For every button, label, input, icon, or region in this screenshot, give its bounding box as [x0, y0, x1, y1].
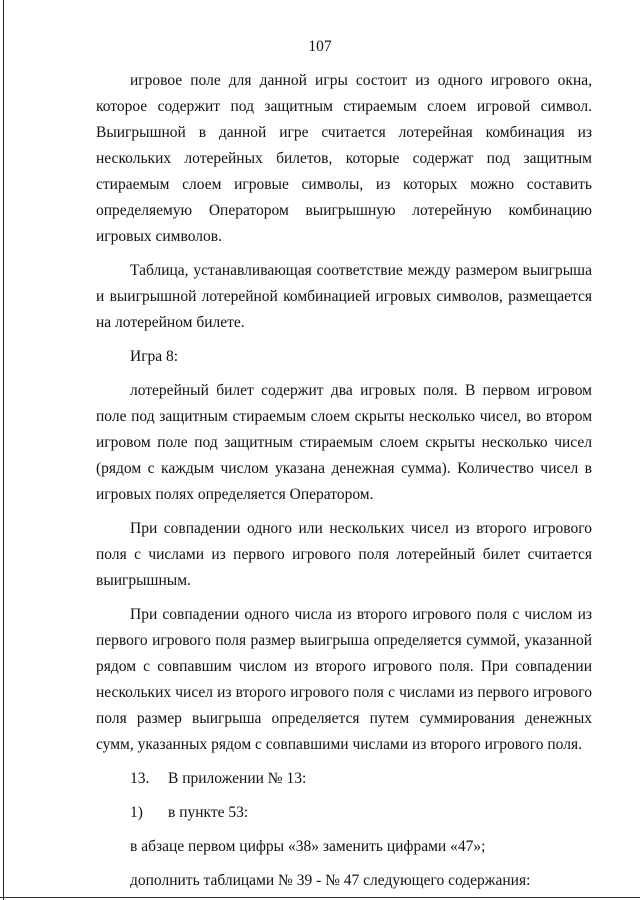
- list-item-13: [96, 766, 592, 792]
- paragraph-add-tables: дополнить таблицами № 39 - № 47 следующего содержания:: [130, 872, 531, 889]
- list-item-1: [96, 800, 592, 826]
- paragraph-replace-digits: в абзаце первом цифры «38» заменить цифрами «47»;: [130, 838, 486, 855]
- paragraph-prize-table: Таблица, устанавливающая соответствие между размером выигрыша и выигрышной лотерейной комбинацией игровых символов, размещается на лотерейном билете.: [96, 262, 592, 331]
- paragraph-game-8-description: лотерейный билет содержит два игровых поля. В первом игровом поле под защитным стираемым слоем скрыты несколько чисел, во втором игровом поле под защитным стираемым слоем скрыты несколько чисел (рядом с каждым числом указана денежная сумма). Количество чисел в игровых полях определяется Оператором.: [96, 382, 592, 503]
- heading-game-8: Игра 8:: [130, 348, 179, 365]
- paragraph-matching-numbers: При совпадении одного или нескольких чисел из второго игрового поля с числами из первого игрового поля лотерейный билет считается выигрышным.: [96, 520, 592, 589]
- scan-edge-bottom: [0, 897, 640, 898]
- scan-edge-left: [3, 0, 4, 900]
- paragraph-game-field-description: игровое поле для данной игры состоит из одного игрового окна, которое содержит под защитным стираемым слоем игровой символ. Выигрышной в данной игре считается лотерейная комбинация из нескольких лотерейных билетов, которые содержат под защитным стираемым слоем игровые символы, из которых можно составить определяемую Оператором выигрышную лотерейную комбинацию игровых символов.: [96, 72, 592, 245]
- list-item-number: 1): [130, 804, 143, 821]
- paragraph-prize-amount: При совпадении одного числа из второго игрового поля с числом из первого игрового поля размер выигрыша определяется суммой, указанной рядом с совпавшим числом из второго игрового поля. При совпадении нескольких чисел из второго игрового поля с числами из первого игрового поля размер выигрыша определяется путем суммирования денежных сумм, указанных рядом с совпавшими числами из второго игрового поля.: [96, 606, 592, 753]
- list-item-text: В приложении № 13:: [168, 770, 307, 787]
- list-item-text: в пункте 53:: [168, 804, 249, 821]
- list-item-number: 13.: [130, 770, 150, 787]
- document-body: [96, 68, 592, 894]
- page-number: 107: [308, 38, 332, 55]
